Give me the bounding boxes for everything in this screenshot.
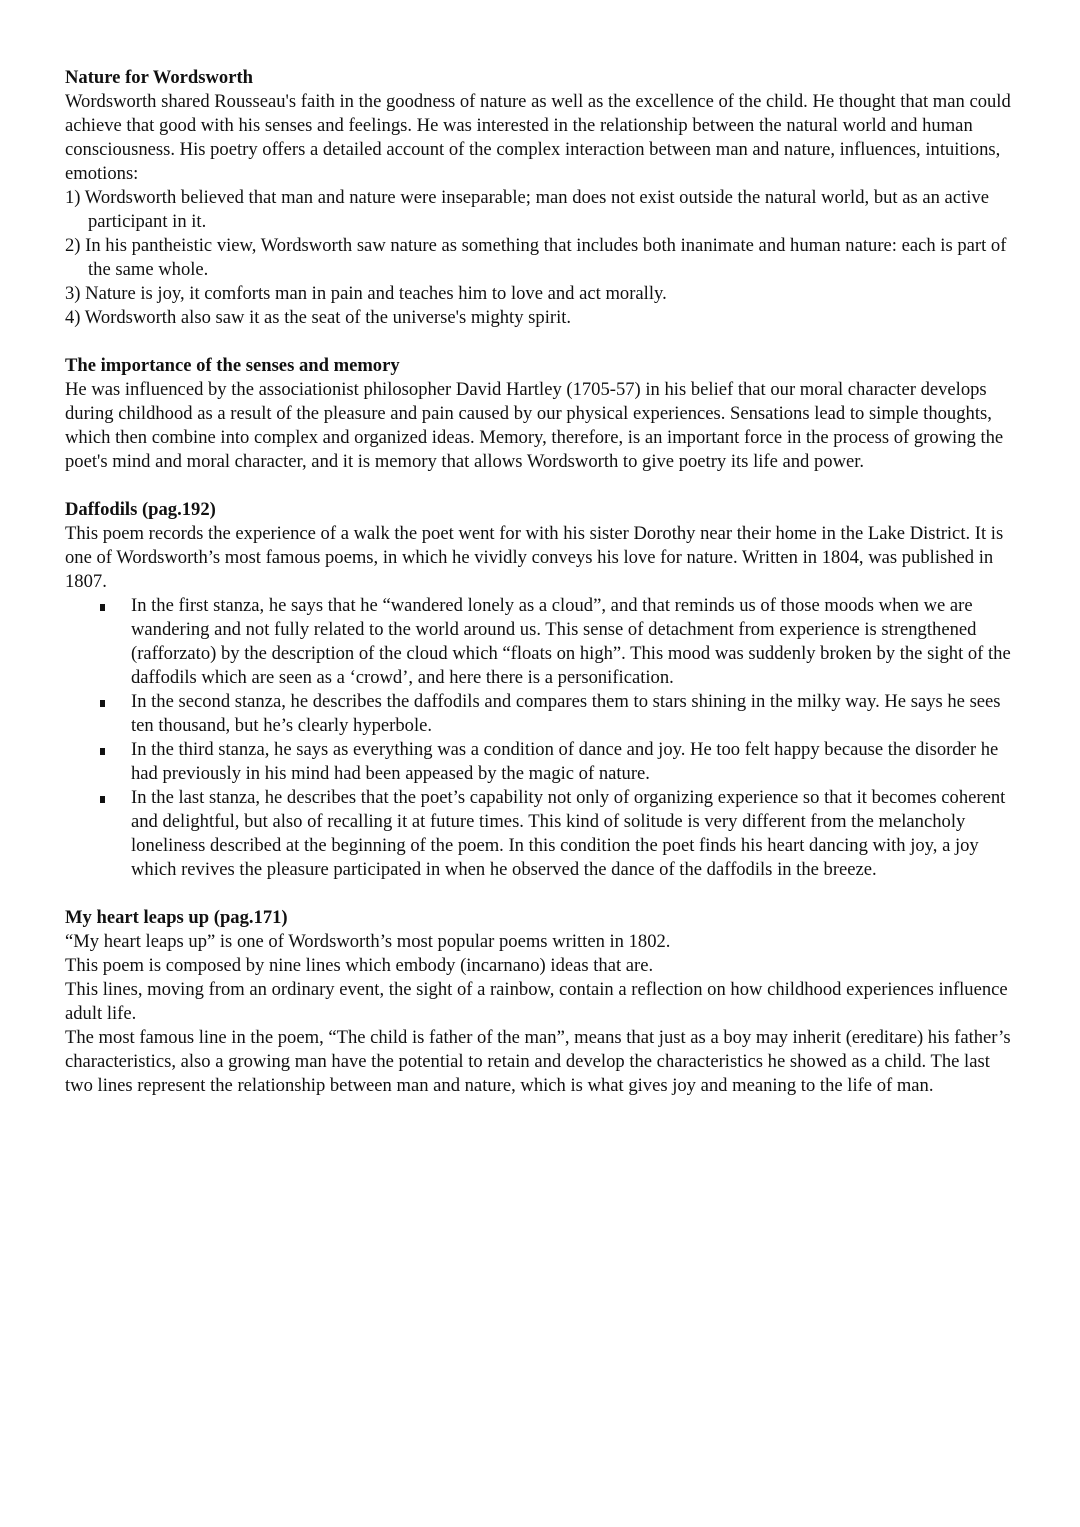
section-my-heart-leaps-up [65, 906, 1015, 1098]
section-nature-for-wordsworth [65, 66, 1015, 330]
bullet-text: In the second stanza, he describes the daffodils and compares them to stars shining in the milky way. He says he sees ten thousand, but he’s clearly hyperbole. [131, 691, 1001, 736]
square-bullet-icon [100, 796, 105, 803]
bullet-list [65, 594, 1015, 882]
bullet-text: In the first stanza, he says that he “wandered lonely as a cloud”, and that reminds us of those moods when we are wandering and not fully related to the world around us. This sense of detachment from experience is strengthened (rafforzato) by the description of the cloud which “floats on high”. This mood was suddenly broken by the sight of the daffodils which are seen as a ‘crowd’, and here there is a personification. [131, 595, 1011, 688]
section-paragraph: Wordsworth shared Rousseau's faith in the goodness of nature as well as the excellence of the child. He thought that man could achieve that good with his senses and feelings. He was interested in the relationship between the natural world and human consciousness. His poetry offers a detailed account of the complex interaction between man and nature, influences, intuitions, emotions: [65, 91, 1011, 184]
numbered-item: 3) Nature is joy, it comforts man in pain and teaches him to love and act morally. [65, 283, 667, 304]
section-heading: Daffodils (pag.192) [65, 499, 216, 520]
bullet-item [65, 594, 1015, 690]
section-paragraph: He was influenced by the associationist philosopher David Hartley (1705-57) in his belief that our moral character develops during childhood as a result of the pleasure and pain caused by our physical experiences. Sensations lead to simple thoughts, which then combine into complex and organized ideas. Memory, therefore, is an important force in the process of growing the poet's mind and moral character, and it is memory that allows Wordsworth to give poetry its life and power. [65, 379, 1004, 472]
bullet-text: In the third stanza, he says as everything was a condition of dance and joy. He too felt happy because the disorder he had previously in his mind had been appeased by the magic of nature. [131, 739, 999, 784]
section-heading: Nature for Wordsworth [65, 67, 253, 88]
bullet-item [65, 738, 1015, 786]
section-heading: The importance of the senses and memory [65, 355, 400, 376]
square-bullet-icon [100, 748, 105, 755]
bullet-text: In the last stanza, he describes that the poet’s capability not only of organizing experience so that it becomes coherent and delightful, but also of recalling it at future times. This kind of solitude is very different from the melancholy loneliness described at the beginning of the poem. In this condition the poet finds his heart dancing with joy, a joy which revives the pleasure participated in when he observed the dance of the daffodils in the breeze. [131, 787, 1006, 880]
bullet-item [65, 690, 1015, 738]
square-bullet-icon [100, 700, 105, 707]
square-bullet-icon [100, 604, 105, 611]
section-paragraph: This poem records the experience of a walk the poet went for with his sister Dorothy near their home in the Lake District. It is one of Wordsworth’s most famous poems, in which he vividly conveys his love for nature. Written in 1804, was published in 1807. [65, 523, 1004, 592]
numbered-list [65, 186, 1015, 330]
section-senses-and-memory [65, 354, 1015, 474]
section-heading: My heart leaps up (pag.171) [65, 907, 288, 928]
bullet-item [65, 786, 1015, 882]
numbered-item: 1) Wordsworth believed that man and nature were inseparable; man does not exist outside the natural world, but as an active participant in it. [65, 187, 989, 232]
section-daffodils [65, 498, 1015, 882]
section-paragraph: This poem is composed by nine lines which embody (incarnano) ideas that are. [65, 955, 654, 976]
document-page [65, 66, 1015, 1122]
numbered-item: 2) In his pantheistic view, Wordsworth saw nature as something that includes both inanimate and human nature: each is part of the same whole. [65, 235, 1007, 280]
section-paragraph: This lines, moving from an ordinary event, the sight of a rainbow, contain a reflection on how childhood experiences influence adult life. [65, 979, 1008, 1024]
section-paragraph: “My heart leaps up” is one of Wordsworth’s most popular poems written in 1802. [65, 931, 671, 952]
numbered-item: 4) Wordsworth also saw it as the seat of the universe's mighty spirit. [65, 307, 572, 328]
section-paragraph: The most famous line in the poem, “The child is father of the man”, means that just as a boy may inherit (ereditare) his father’s characteristics, also a growing man have the potential to retain and develop the characteristics he showed as a child. The last two lines represent the relationship between man and nature, which is what gives joy and meaning to the life of man. [65, 1027, 1011, 1096]
